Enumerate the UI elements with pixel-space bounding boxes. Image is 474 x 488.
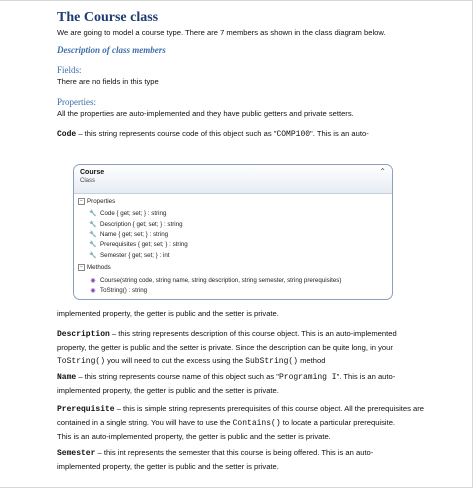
description-paragraph: Description – this string represents description of this course object. This is an auto-implemented property, the getter is public and the setter is private. Since the description can be quite long, in your ToString() you will need to cut the excess using the SubString() method (57, 329, 397, 366)
code-term: Code (57, 130, 77, 139)
property-item: 🔧 Prerequisites { get; set; } : string (89, 241, 188, 248)
method-item: ◉ Course(string code, string name, string description, string semester, string prerequisites) (88, 277, 341, 284)
name-paragraph: Name – this string represents course name of this object such as "Programing I". This is an auto- implemented property, the getter is public and the setter is private. (57, 372, 396, 395)
prerequisite-paragraph: Prerequisite – this is simple string represents prerequisites of this course object. All the prerequisites are contained in a single string. You will have to use the Contains() to locate a particular prerequisite. This is an auto-implemented property, the getter is public and the setter is private. (57, 404, 424, 441)
tostring-method: ToString() (57, 357, 106, 366)
fields-heading: Fields: (57, 65, 82, 75)
method-item: ◉ ToString() : string (88, 287, 147, 294)
name-example: Programing I (278, 373, 337, 382)
code-example: COMP100 (276, 130, 311, 139)
fields-text: There are no fields in this type (57, 77, 159, 86)
double-chevron-up-icon[interactable]: ⌃ (379, 167, 386, 176)
wrench-icon: 🔧 (89, 222, 97, 228)
property-item: 🔧 Description { get; set; } : string (89, 221, 183, 228)
semester-term: Semester (57, 449, 96, 458)
properties-heading: Properties: (57, 97, 96, 107)
semester-paragraph: Semester – this int represents the semester that this course is being offered. This is an auto- implemented property, the getter is public and the setter is private. (57, 448, 374, 471)
collapse-minus-icon: − (78, 264, 85, 271)
intro-paragraph: We are going to model a course type. There are 7 members as shown in the class diagram below. (57, 28, 386, 37)
property-item: 🔧 Semester { get; set; } : int (89, 252, 170, 259)
method-icon: ◉ (90, 278, 96, 284)
wrench-icon: 🔧 (89, 211, 97, 217)
name-term: Name (57, 373, 77, 382)
class-diagram (73, 164, 393, 300)
properties-text: All the properties are auto-implemented and they have public getters and private setters. (57, 109, 354, 118)
description-term: Description (57, 330, 110, 339)
property-item: 🔧 Code { get; set; } : string (89, 210, 167, 217)
code-paragraph-continued: implemented property, the getter is public and the setter is private. (57, 309, 279, 318)
wrench-icon: 🔧 (89, 232, 97, 238)
methods-section-toggle[interactable]: − Methods (78, 264, 111, 271)
class-kind: Class (80, 178, 96, 184)
collapse-minus-icon: − (78, 198, 85, 205)
class-diagram-header (74, 165, 392, 194)
properties-section-toggle[interactable]: − Properties (78, 198, 115, 205)
method-icon: ◉ (90, 288, 96, 294)
prerequisite-term: Prerequisite (57, 405, 115, 414)
class-name: Course (80, 169, 105, 176)
contains-method: Contains() (232, 419, 281, 428)
page-title: The Course class (57, 10, 159, 25)
description-heading: Description of class members (57, 45, 166, 55)
wrench-icon: 🔧 (89, 253, 97, 259)
wrench-icon: 🔧 (89, 242, 97, 248)
code-paragraph: Code – this string represents course code of this object such as "COMP100". This is an auto- (57, 129, 369, 139)
substring-method: SubString() (245, 357, 298, 366)
property-item: 🔧 Name { get; set; } : string (89, 231, 169, 238)
